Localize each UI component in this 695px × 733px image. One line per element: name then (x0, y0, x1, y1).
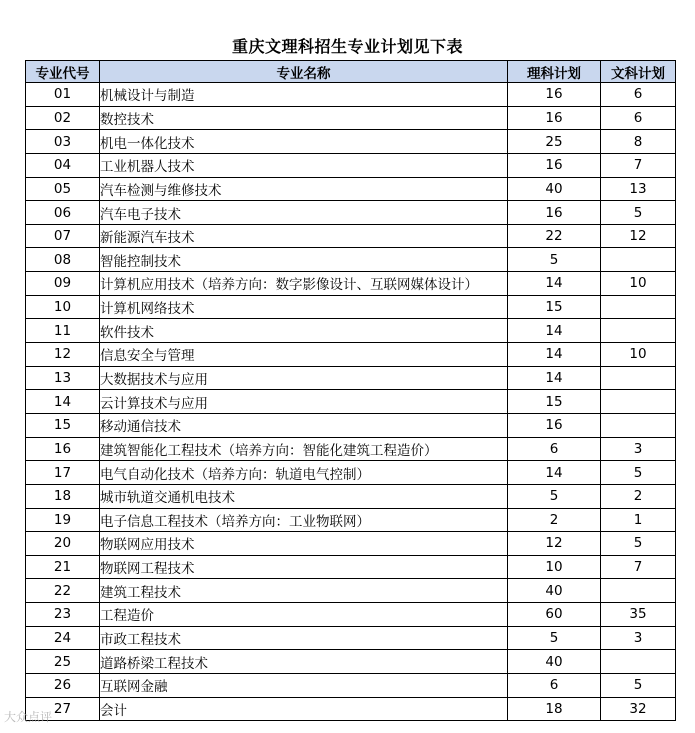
table-row (26, 650, 676, 674)
arts-plan-cell: 3 (601, 626, 676, 650)
arts-plan-cell: 5 (601, 532, 676, 556)
arts-plan-cell: 3 (601, 437, 676, 461)
major-name-cell: 工业机器人技术 (100, 153, 508, 177)
arts-plan-cell: 5 (601, 461, 676, 485)
major-name-cell: 市政工程技术 (100, 626, 508, 650)
science-plan-cell: 14 (508, 272, 601, 296)
watermark: 大众点评 (4, 710, 53, 724)
major-code-cell: 02 (26, 106, 100, 130)
major-name-cell: 数控技术 (100, 106, 508, 130)
major-name-cell: 移动通信技术 (100, 413, 508, 437)
table-row (26, 248, 676, 272)
major-code-cell: 25 (26, 650, 100, 674)
table-row (26, 532, 676, 556)
major-code-cell: 01 (26, 83, 100, 107)
major-code-cell: 08 (26, 248, 100, 272)
arts-plan-cell: 10 (601, 272, 676, 296)
arts-plan-cell (601, 248, 676, 272)
arts-plan-cell: 13 (601, 177, 676, 201)
arts-plan-cell (601, 579, 676, 603)
major-name-cell: 智能控制技术 (100, 248, 508, 272)
major-code-cell: 15 (26, 413, 100, 437)
science-plan-cell: 2 (508, 508, 601, 532)
table-row (26, 83, 676, 107)
science-plan-cell: 12 (508, 532, 601, 556)
major-code-cell: 09 (26, 272, 100, 296)
science-plan-cell: 14 (508, 366, 601, 390)
major-code-cell: 18 (26, 484, 100, 508)
science-plan-cell: 16 (508, 106, 601, 130)
major-name-cell: 计算机网络技术 (100, 295, 508, 319)
table-row (26, 177, 676, 201)
major-name-cell: 新能源汽车技术 (100, 224, 508, 248)
major-name-cell: 软件技术 (100, 319, 508, 343)
arts-plan-cell: 12 (601, 224, 676, 248)
major-code-cell: 04 (26, 153, 100, 177)
science-plan-cell: 5 (508, 484, 601, 508)
major-name-cell: 计算机应用技术（培养方向：数字影像设计、互联网媒体设计） (100, 272, 508, 296)
major-code-cell: 20 (26, 532, 100, 556)
enrollment-plan-table (25, 60, 676, 721)
arts-plan-cell (601, 650, 676, 674)
major-name-cell: 会计 (100, 697, 508, 721)
major-code-cell: 12 (26, 343, 100, 367)
table-row (26, 603, 676, 627)
major-name-cell: 电子信息工程技术（培养方向：工业物联网） (100, 508, 508, 532)
major-code-cell: 03 (26, 130, 100, 154)
arts-plan-cell (601, 319, 676, 343)
major-code-cell: 21 (26, 555, 100, 579)
arts-plan-cell: 5 (601, 201, 676, 225)
science-plan-cell: 25 (508, 130, 601, 154)
science-plan-cell: 18 (508, 697, 601, 721)
major-name-cell: 机电一体化技术 (100, 130, 508, 154)
major-name-cell: 云计算技术与应用 (100, 390, 508, 414)
major-code-cell: 06 (26, 201, 100, 225)
arts-plan-cell: 7 (601, 555, 676, 579)
major-name-cell: 物联网工程技术 (100, 555, 508, 579)
major-name-cell: 汽车检测与维修技术 (100, 177, 508, 201)
major-code-cell: 17 (26, 461, 100, 485)
table-row (26, 555, 676, 579)
table-row (26, 626, 676, 650)
arts-plan-cell: 5 (601, 674, 676, 698)
table-row (26, 697, 676, 721)
table-row (26, 295, 676, 319)
table-row (26, 272, 676, 296)
major-code-cell: 10 (26, 295, 100, 319)
major-code-cell: 24 (26, 626, 100, 650)
science-plan-cell: 14 (508, 319, 601, 343)
table-header-row (26, 61, 676, 83)
arts-plan-cell (601, 390, 676, 414)
table-row (26, 106, 676, 130)
table-row (26, 224, 676, 248)
major-code-cell: 26 (26, 674, 100, 698)
science-plan-cell: 6 (508, 674, 601, 698)
science-plan-cell: 22 (508, 224, 601, 248)
table-row (26, 461, 676, 485)
science-plan-cell: 40 (508, 650, 601, 674)
header-science-plan: 理科计划 (508, 61, 601, 83)
table-row (26, 201, 676, 225)
science-plan-cell: 60 (508, 603, 601, 627)
page-title: 重庆文理科招生专业计划见下表 (231, 37, 463, 56)
major-code-cell: 14 (26, 390, 100, 414)
major-code-cell: 27 (26, 697, 100, 721)
header-major-name: 专业名称 (100, 61, 508, 83)
table-row (26, 390, 676, 414)
arts-plan-cell: 7 (601, 153, 676, 177)
science-plan-cell: 15 (508, 390, 601, 414)
table-row (26, 153, 676, 177)
major-code-cell: 05 (26, 177, 100, 201)
major-name-cell: 城市轨道交通机电技术 (100, 484, 508, 508)
table-row (26, 130, 676, 154)
major-name-cell: 汽车电子技术 (100, 201, 508, 225)
major-code-cell: 16 (26, 437, 100, 461)
table-row (26, 413, 676, 437)
science-plan-cell: 40 (508, 177, 601, 201)
major-code-cell: 23 (26, 603, 100, 627)
major-code-cell: 22 (26, 579, 100, 603)
arts-plan-cell (601, 366, 676, 390)
arts-plan-cell (601, 295, 676, 319)
major-name-cell: 机械设计与制造 (100, 83, 508, 107)
table-row (26, 437, 676, 461)
major-name-cell: 大数据技术与应用 (100, 366, 508, 390)
major-name-cell: 建筑工程技术 (100, 579, 508, 603)
table-row (26, 366, 676, 390)
major-code-cell: 11 (26, 319, 100, 343)
science-plan-cell: 40 (508, 579, 601, 603)
header-arts-plan: 文科计划 (601, 61, 676, 83)
major-name-cell: 物联网应用技术 (100, 532, 508, 556)
science-plan-cell: 14 (508, 343, 601, 367)
table-row (26, 674, 676, 698)
science-plan-cell: 16 (508, 83, 601, 107)
major-name-cell: 工程造价 (100, 603, 508, 627)
arts-plan-cell (601, 413, 676, 437)
major-name-cell: 电气自动化技术（培养方向：轨道电气控制） (100, 461, 508, 485)
science-plan-cell: 15 (508, 295, 601, 319)
arts-plan-cell: 35 (601, 603, 676, 627)
arts-plan-cell: 1 (601, 508, 676, 532)
arts-plan-cell: 10 (601, 343, 676, 367)
arts-plan-cell: 32 (601, 697, 676, 721)
major-code-cell: 07 (26, 224, 100, 248)
table-row (26, 343, 676, 367)
major-name-cell: 建筑智能化工程技术（培养方向：智能化建筑工程造价） (100, 437, 508, 461)
science-plan-cell: 16 (508, 201, 601, 225)
major-name-cell: 道路桥梁工程技术 (100, 650, 508, 674)
arts-plan-cell: 6 (601, 83, 676, 107)
arts-plan-cell: 8 (601, 130, 676, 154)
table-row (26, 508, 676, 532)
table-row (26, 319, 676, 343)
science-plan-cell: 10 (508, 555, 601, 579)
major-code-cell: 19 (26, 508, 100, 532)
arts-plan-cell: 6 (601, 106, 676, 130)
science-plan-cell: 5 (508, 248, 601, 272)
table-row (26, 579, 676, 603)
science-plan-cell: 16 (508, 413, 601, 437)
major-code-cell: 13 (26, 366, 100, 390)
science-plan-cell: 14 (508, 461, 601, 485)
science-plan-cell: 5 (508, 626, 601, 650)
header-major-code: 专业代号 (26, 61, 100, 83)
arts-plan-cell: 2 (601, 484, 676, 508)
major-name-cell: 互联网金融 (100, 674, 508, 698)
science-plan-cell: 6 (508, 437, 601, 461)
major-name-cell: 信息安全与管理 (100, 343, 508, 367)
science-plan-cell: 16 (508, 153, 601, 177)
table-row (26, 484, 676, 508)
